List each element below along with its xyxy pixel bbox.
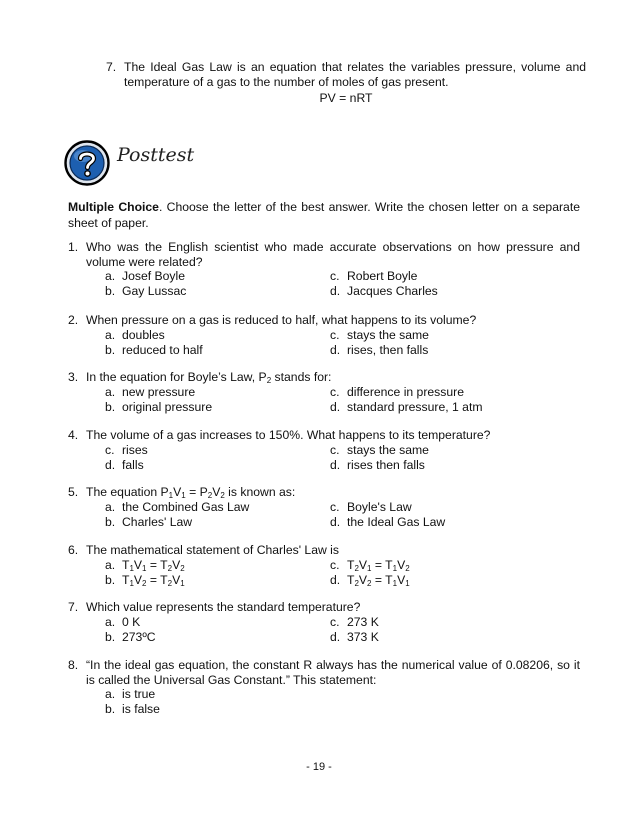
option-text: Boyle's Law [347,500,412,514]
option-letter: b. [105,343,116,357]
option-text: 0 K [122,615,141,629]
option-letter: d. [105,458,116,472]
option-text: falls [122,458,144,472]
option-text: Charles' Law [122,515,193,529]
question-text: “In the ideal gas equation, the constant R always has the numerical value of 0.08206, so it is called the Universal Gas Constant.” This statement: [86,658,580,687]
option-text: 273 K [347,615,379,629]
option-formula: $T_2V_1 = T_1V_2$ [347,558,410,573]
option-formula: $T_2V_2 = T_1V_1$ [347,573,410,588]
option-letter: b. [105,284,116,298]
question-number: 5. [68,485,79,499]
option-text: the Combined Gas Law [122,500,250,514]
option-letter: b. [105,630,116,644]
option-text: rises then falls [347,458,425,472]
question-number: 6. [68,543,79,557]
item-text: The Ideal Gas Law is an equation that relates the variables pressure, volume and temperature of a gas to the number of moles of gas present. [124,60,586,89]
question-number: 8. [68,658,79,672]
option-letter: a. [105,615,116,629]
option-text: Robert Boyle [347,269,418,283]
option-text: the Ideal Gas Law [347,515,446,529]
question-text: In the equation for Boyle’s Law, $P_2$ stands for: [86,370,332,385]
question-text: The mathematical statement of Charles' Law is [86,543,339,557]
instructions-label: Multiple Choice [68,200,159,214]
item-number: 7. [106,60,117,74]
question-text: The equation $P_1V_1 = P_2V_2$ is known as: [86,485,296,500]
option-letter: c. [105,443,115,457]
question-number: 4. [68,428,79,442]
option-letter: b. [105,515,116,529]
option-letter: a. [105,385,116,399]
section-title: Posttest [117,144,195,166]
page-number: - 19 - [306,761,332,773]
question-number: 2. [68,313,79,327]
option-letter: d. [330,458,341,472]
option-letter: a. [105,328,116,342]
option-letter: c. [330,269,340,283]
option-text: new pressure [122,385,196,399]
option-letter: c. [330,558,340,572]
option-letter: d. [330,343,341,357]
option-formula: $T_1V_1 = T_2V_2$ [122,558,185,573]
option-letter: c. [330,443,340,457]
question-text: When pressure on a gas is reduced to half, what happens to its volume? [86,313,477,327]
option-letter: c. [330,385,340,399]
option-letter: a. [105,269,116,283]
option-text: stays the same [347,443,429,457]
option-letter: a. [105,558,116,572]
option-letter: a. [105,500,116,514]
question-number: 3. [68,370,79,384]
option-text: rises, then falls [347,343,429,357]
option-text: standard pressure, 1 atm [347,400,483,414]
option-text: Jacques Charles [347,284,438,298]
option-formula: $T_1V_2 = T_2V_1$ [122,573,185,588]
option-text: Gay Lussac [122,284,187,298]
option-letter: c. [330,615,340,629]
option-text: is false [122,702,160,716]
option-text: difference in pressure [347,385,464,399]
option-text: is true [122,687,156,701]
option-letter: c. [330,328,340,342]
option-letter: d. [330,400,341,414]
question-number: 7. [68,600,79,614]
option-text: Josef Boyle [122,269,186,283]
option-text: reduced to half [122,343,203,357]
option-letter: b. [105,400,116,414]
option-text: 373 K [347,630,379,644]
instructions-text: . Choose the letter of the best answer. Write the chosen letter on a separate sheet of paper. [68,200,580,230]
question-text: Which value represents the standard temperature? [86,600,361,614]
option-text: original pressure [122,400,213,414]
option-letter: a. [105,687,116,701]
option-letter: d. [330,630,341,644]
ideal-gas-equation: PV = nRT [319,91,373,105]
question-text: The volume of a gas increases to 150%. What happens to its temperature? [86,428,491,442]
option-letter: b. [105,702,116,716]
option-letter: d. [330,573,341,587]
instructions [68,199,580,231]
option-text: rises [122,443,148,457]
question-text: Who was the English scientist who made accurate observations on how pressure and volume were related? [86,240,580,269]
option-letter: c. [330,500,340,514]
option-text: 273ºC [122,630,156,644]
option-letter: d. [330,284,341,298]
option-letter: b. [105,573,116,587]
option-letter: d. [330,515,341,529]
option-text: doubles [122,328,165,342]
question-number: 1. [68,240,79,254]
question-mark-icon [64,140,110,186]
option-text: stays the same [347,328,429,342]
